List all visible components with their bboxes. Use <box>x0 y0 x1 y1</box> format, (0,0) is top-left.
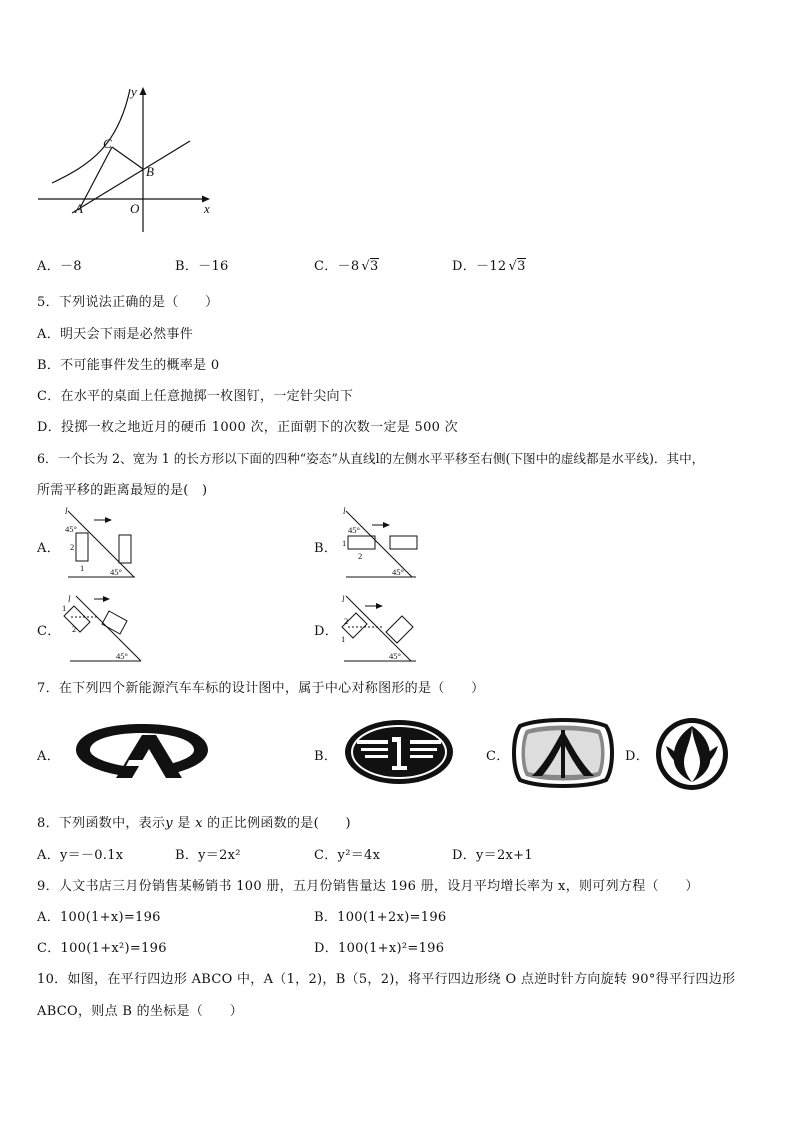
svg-text:l: l <box>342 594 345 604</box>
svg-text:l: l <box>343 506 346 516</box>
q5-option-b[interactable]: B．不可能事件发生的概率是 0 <box>37 358 220 373</box>
q7-logo-b-faw <box>343 718 455 786</box>
svg-text:2: 2 <box>344 616 349 626</box>
q6-figure-c <box>62 590 142 665</box>
q9-stem: 9．人文书店三月份销售某畅销书 100 册，五月份销售量达 196 册，设月平均增长率为 x，则可列方程（ ） <box>37 879 699 894</box>
q4-option-c[interactable]: C．－8 √3 <box>314 259 379 274</box>
q6-option-d-label[interactable]: D． <box>314 624 339 639</box>
q7-option-a-label[interactable]: A． <box>37 749 60 764</box>
q7-logo-c-jianghuai <box>510 716 616 790</box>
q8-stem: 8．下列函数中，表示y 是 x 的正比例函数的是( ) <box>37 816 351 831</box>
q8-option-a[interactable]: A．y＝－0.1x <box>37 848 124 863</box>
q4-option-a[interactable]: A．－8 <box>37 259 82 274</box>
q8-option-c[interactable]: C．y²＝4x <box>314 848 381 863</box>
svg-text:l: l <box>68 594 71 604</box>
svg-text:45°: 45° <box>110 567 122 577</box>
q7-logo-a-chery <box>72 720 212 780</box>
q7-option-d-label[interactable]: D． <box>625 749 650 764</box>
segment-cb <box>112 147 143 169</box>
q10-stem-line1: 10．如图，在平行四边形 ABCO 中，A（1，2)，B（5，2)，将平行四边形绕 O 点逆时针方向旋转 90°得平行四边形 <box>37 972 736 987</box>
svg-text:45°: 45° <box>116 651 128 661</box>
svg-text:1: 1 <box>80 563 85 573</box>
q9-option-b[interactable]: B．100(1+2x)=196 <box>314 910 447 925</box>
sqrt-symbol: √ <box>508 259 518 274</box>
label-c: C <box>103 136 112 151</box>
hyperbola-curve <box>52 89 130 183</box>
q4-option-d[interactable]: D．－12 √3 <box>452 259 526 274</box>
q6-figure-b <box>340 505 420 580</box>
q5-option-c[interactable]: C．在水平的桌面上任意抛掷一枚图钉，一定针尖向下 <box>37 389 354 404</box>
q7-option-b-label[interactable]: B． <box>314 749 338 764</box>
label-b: B <box>146 164 154 179</box>
svg-text:2: 2 <box>72 624 77 634</box>
label-x: x <box>204 201 210 216</box>
svg-text:l: l <box>65 506 68 516</box>
q10-stem-line2: ABCO，则点 B 的坐标是（ ） <box>37 1004 244 1019</box>
label-y: y <box>131 84 137 99</box>
q6-figure-a <box>62 505 142 580</box>
q5-option-d[interactable]: D．投掷一枚之地近月的硬币 1000 次，正面朝下的次数一定是 500 次 <box>37 420 458 435</box>
q9-option-c[interactable]: C．100(1+x²)=196 <box>37 941 167 956</box>
q6-option-a-label[interactable]: A． <box>37 541 60 556</box>
svg-text:45°: 45° <box>392 567 404 577</box>
q8-option-b[interactable]: B．y＝2x² <box>175 848 241 863</box>
svg-text:45°: 45° <box>389 651 401 661</box>
q9-option-d[interactable]: D．100(1+x)²=196 <box>314 941 445 956</box>
q6-option-c-label[interactable]: C． <box>37 624 61 639</box>
svg-text:45°: 45° <box>348 525 360 535</box>
q6-figure-d <box>340 590 420 665</box>
q7-option-c-label[interactable]: C． <box>486 749 510 764</box>
svg-text:1: 1 <box>342 538 347 548</box>
q4-option-b[interactable]: B．－16 <box>175 259 229 274</box>
q4-coordinate-figure <box>30 80 220 240</box>
svg-text:2: 2 <box>358 551 363 561</box>
svg-text:1: 1 <box>62 603 67 613</box>
q6-stem-line1: 6．一个长为 2、宽为 1 的长方形以下面的四种“姿态”从直线l的左侧水平平移至右侧(下图中的虚线都是水平线)．其中， <box>37 451 705 466</box>
label-o: O <box>130 201 140 216</box>
q9-option-a[interactable]: A．100(1+x)=196 <box>37 910 161 925</box>
svg-text:2: 2 <box>70 542 75 552</box>
q8-option-d[interactable]: D．y＝2x+1 <box>452 848 533 863</box>
q6-stem-line2: 所需平移的距离最短的是( ) <box>37 483 208 498</box>
svg-text:45°: 45° <box>65 524 77 534</box>
sqrt-symbol: √ <box>361 259 371 274</box>
q5-stem: 5．下列说法正确的是（ ） <box>37 295 219 310</box>
y-axis-arrow <box>140 87 147 95</box>
q5-option-a[interactable]: A．明天会下雨是必然事件 <box>37 327 193 342</box>
q6-option-b-label[interactable]: B． <box>314 541 338 556</box>
svg-text:1: 1 <box>341 634 346 644</box>
q7-stem: 7．在下列四个新能源汽车车标的设计图中，属于中心对称图形的是（ ） <box>37 681 485 696</box>
label-a: A <box>75 201 83 216</box>
q7-logo-d-dongfeng <box>654 716 730 792</box>
segment-ac <box>81 147 112 206</box>
